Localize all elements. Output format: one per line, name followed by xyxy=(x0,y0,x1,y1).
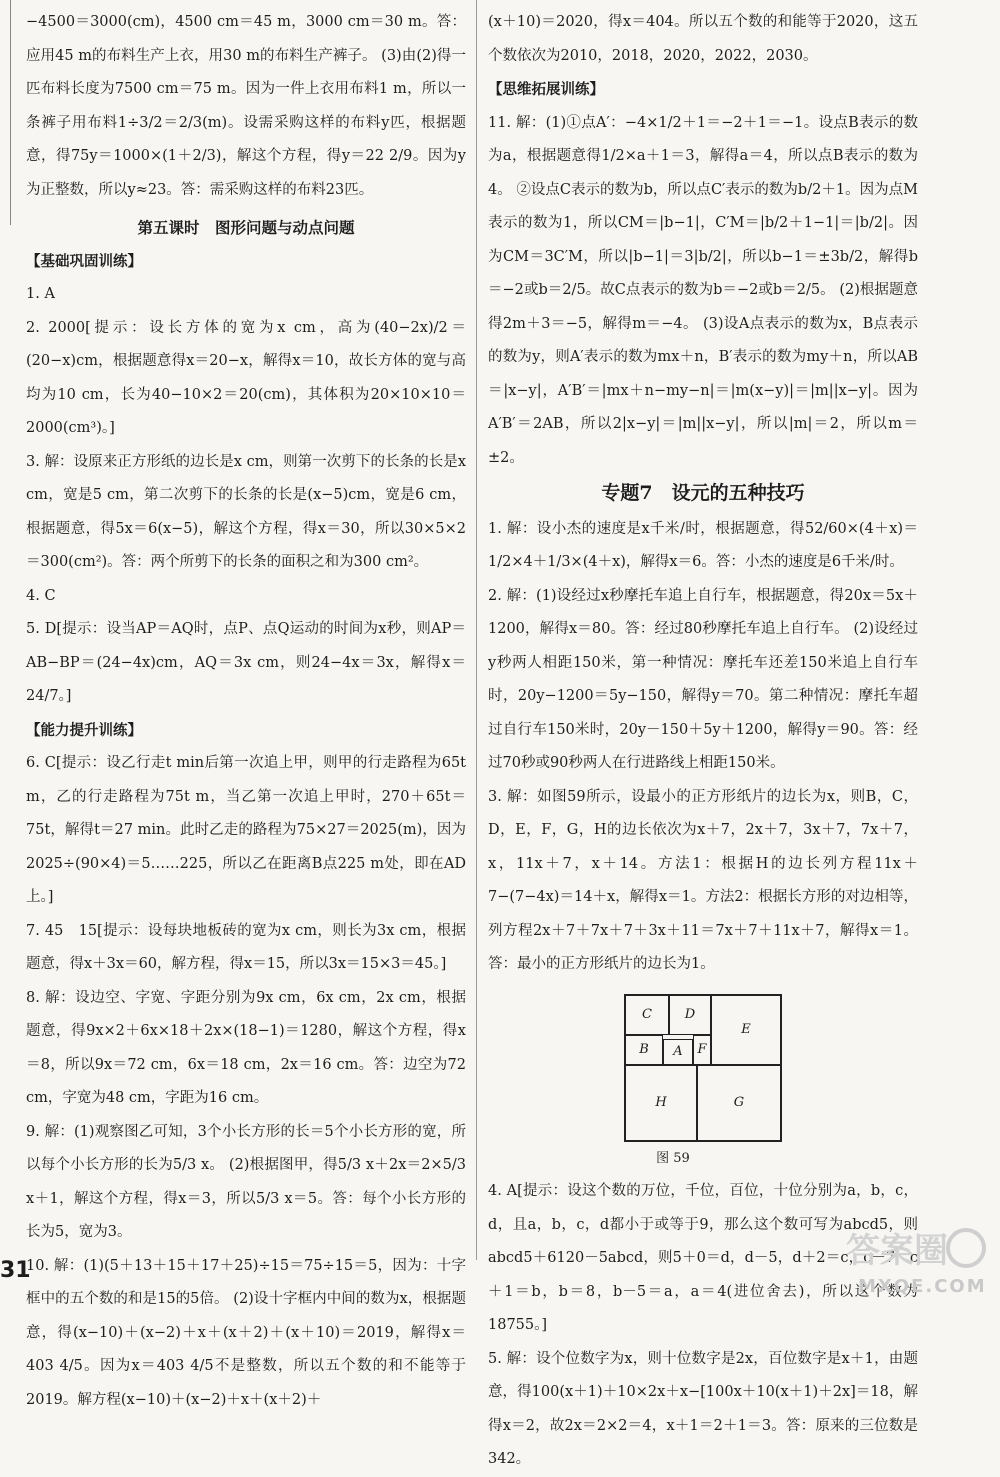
answer-paragraph: 5. D[提示：设当AP＝AQ时，点P、点Q运动的时间为x秒，则AP＝AB−BP＝(24−4x)cm，AQ＝3x cm，则24−4x＝3x，解得x＝24/7。] xyxy=(26,621,466,704)
left-margin-rule xyxy=(10,0,11,225)
answer-paragraph: (x＋10)＝2020，得x＝404。所以五个数的和能等于2020，这五个数依次为2010，2018，2020，2022，2030。 xyxy=(488,14,918,64)
answer-paragraph: 11. 解：(1)①点A′：−4×1/2＋1＝−2＋1＝−1。设点B表示的数为a，根据题意得1/2×a＋1＝3，解得a＝4，所以点B表示的数为4。 ②设点C表示的数为b，所以点C′表示的数为b/2＋1。因为点M表示的数为1，所以CM＝|b−1|，C′M＝|b/2＋1−1|＝|b/2|。因为CM＝3C′M，所以|b−1|＝3|b/2|，所以b−1＝±3b/2，解得b＝−2或b＝2/5。故C点表示的数为b＝−2或b＝2/5。 (2)根据题意得2m＋3＝−5，解得m＝−4。 (3)设A点表示的数为x，B点表示的数为y，则A′表示的数为mx＋n，B′表示的数为my＋n，所以AB＝|x−y|，A′B′＝|mx＋n−my−n|＝|m(x−y)|＝|m||x−y|。因为A′B′＝2AB，所以2|x−y|＝|m||x−y|，所以|m|＝2，所以m＝±2。 xyxy=(488,114,918,466)
answer-paragraph: 6. C[提示：设乙行走t min后第一次追上甲，则甲的行走路程为65t m，乙的行走路程为75t m，当乙第一次追上甲时，270＋65t＝75t，解得t＝27 min。此时乙走的路程为75×27＝2025(m)，因为2025÷(90×4)＝5……225，所以乙在距离B点225 m处，即在AD上。] xyxy=(26,755,466,905)
answer-paragraph: 3. 解：如图59所示，设最小的正方形纸片的边长为x，则B，C，D，E，F，G，H的边长依次为x＋7，2x＋7，3x＋7，7x＋7，x，11x＋7，x＋14。方法1：根据H的边长列方程11x＋7−(7−4x)＝14＋x，解得x＝1。方法2：根据长方形的对边相等，列方程2x＋7＋7x＋7＋3x＋11＝7x＋7＋11x＋7，解得x＝1。答：最小的正方形纸片的边长为1。 xyxy=(488,788,918,972)
section-heading: 【思维拓展训练】 xyxy=(488,81,604,98)
answer-paragraph: 2. 解：(1)设经过x秒摩托车追上自行车，根据题意，得20x＝5x＋1200，解得x＝80。答：经过80秒摩托车追上自行车。 (2)设经过y秒两人相距150米，第一种情况：摩托车还差150米追上自行车时，20y−1200＝5y−150，解得y＝70。第二种情况：摩托车超过自行车150米时，20y－150＋5y＋1200，解得y＝90。答：经过70秒或90秒两人在行进路线上相距150米。 xyxy=(488,587,918,771)
figure-square-f: F xyxy=(693,1035,711,1065)
answer-paragraph: 9. 解：(1)观察图乙可知，3个小长方形的长＝5个小长方形的宽，所以每个小长方形的长为5/3 x。 (2)根据图甲，得5/3 x＋2x＝2×5/3 x＋1，解这个方程，得x＝3，所以5/3 x＝5。答：每个小长方形的长为5，宽为3。 xyxy=(26,1123,466,1240)
answer-paragraph: 5. 解：设个位数字为x，则十位数字是2x，百位数字是x＋1，由题意，得100(x＋1)＋10×2x＋x−[100x＋10(x＋1)＋2x]＝18，解得x＝2，故2x＝2×2＝4，x＋1＝2＋1＝3。答：原来的三位数是342。 xyxy=(488,1350,918,1467)
answer-paragraph: 2. 2000[提示：设长方体的宽为x cm，高为(40−2x)/2＝(20−x)cm，根据题意得x＝20−x，解得x＝10，故长方体的宽与高均为10 cm，长为40−10×2＝20(cm)，其体积为20×10×10＝2000(cm³)。] xyxy=(26,319,466,436)
answer-paragraph: 4. A[提示：设这个数的万位，千位，百位，十位分别为a，b，c，d，且a，b，c，d都小于或等于9，那么这个数可写为abcd5，则abcd5＋6120－5abcd，则5＋0＝d，d－5，d＋2＝c，c－7，c＋1＝b，b＝8，b－5＝a，a＝4(进位舍去)，所以这个数为18755。] xyxy=(488,1183,918,1333)
left-column xyxy=(26,6,466,1417)
figure-59-rectangle xyxy=(624,994,782,1142)
answer-paragraph: 4. C xyxy=(26,587,56,604)
watermark-logo-text: 答案圈 xyxy=(846,1231,948,1271)
figure-square-h: H xyxy=(625,1065,697,1141)
answer-paragraph: 3. 解：设原来正方形纸的边长是x cm，则第一次剪下的长条的长是x cm，宽是5 cm，第二次剪下的长条的长是(x−5)cm，宽是6 cm，根据题意，得5x＝6(x−5)，解这个方程，得x＝30，所以30×5×2＝300(cm²)。答：两个所剪下的长条的面积之和为300 cm²。 xyxy=(26,453,466,570)
section-heading: 【能力提升训练】 xyxy=(26,721,142,739)
figure-square-d: D xyxy=(669,995,711,1035)
section-heading: 第五课时 图形问题与动点问题 xyxy=(137,218,355,237)
figure-square-a: A xyxy=(663,1039,693,1065)
answer-paragraph: 1. 解：设小杰的速度是x千米/时，根据题意，得52/60×(4＋x)＝1/2×4＋1/3×(4＋x)，解得x＝6。答：小杰的速度是6千米/时。 xyxy=(488,520,918,570)
answer-paragraph: 8. 解：设边空、字宽、字距分别为9x cm，6x cm，2x cm，根据题意，得9x×2＋6x×18＋2x×(18−1)＝1280，解这个方程，得x＝8，所以9x＝72 cm，6x＝18 cm，2x＝16 cm。答：边空为72 cm，字宽为48 cm，字距为16 cm。 xyxy=(26,989,466,1106)
section-heading: 【基础巩固训练】 xyxy=(26,252,142,270)
answer-paragraph: 1. A xyxy=(26,286,55,302)
watermark-text: MXQE.COM xyxy=(858,1276,987,1297)
topic-heading: 专题7 设元的五种技巧 xyxy=(601,482,805,504)
column-divider xyxy=(476,0,477,1260)
page-number: 31 xyxy=(0,1258,31,1283)
figure-square-c: C xyxy=(625,995,669,1035)
figure-square-e: E xyxy=(711,995,781,1065)
figure-square-g: G xyxy=(697,1065,781,1141)
figure-caption: 图 59 xyxy=(656,1150,690,1166)
answer-paragraph: −4500＝3000(cm)，4500 cm＝45 m，3000 cm＝30 m。答：应用45 m的布料生产上衣，用30 m的布料生产裤子。 (3)由(2)得一匹布料长度为7500 cm＝75 m。因为一件上衣用布料1 m，所以一条裤子用布料1÷3/2＝2/3(m)。设需采购这样的布料y匹，根据题意，得75y＝1000×(1＋2/3)，解这个方程，得y＝22 2/9。因为y为正整数，所以y≈23。答：需采购这样的布料23匹。 xyxy=(26,14,466,198)
answer-paragraph: 10. 解：(1)(5＋13＋15＋17＋25)÷15＝75÷15＝5，因为：十字框中的五个数的和是15的5倍。 (2)设十字框内中间的数为x，根据题意，得(x−10)＋(x−2)＋x＋(x＋2)＋(x＋10)＝2019，解得x＝403 4/5。因为x＝403 4/5不是整数，所以五个数的和不能等于2019。解方程(x−10)＋(x−2)＋x＋(x＋2)＋ xyxy=(26,1257,466,1408)
figure-square-b: B xyxy=(625,1035,663,1065)
answer-paragraph: 7. 45 15[提示：设每块地板砖的宽为x cm，则长为3x cm，根据题意，得x＋3x＝60，解方程，得x＝15，所以3x＝15×3＝45。] xyxy=(26,922,466,972)
